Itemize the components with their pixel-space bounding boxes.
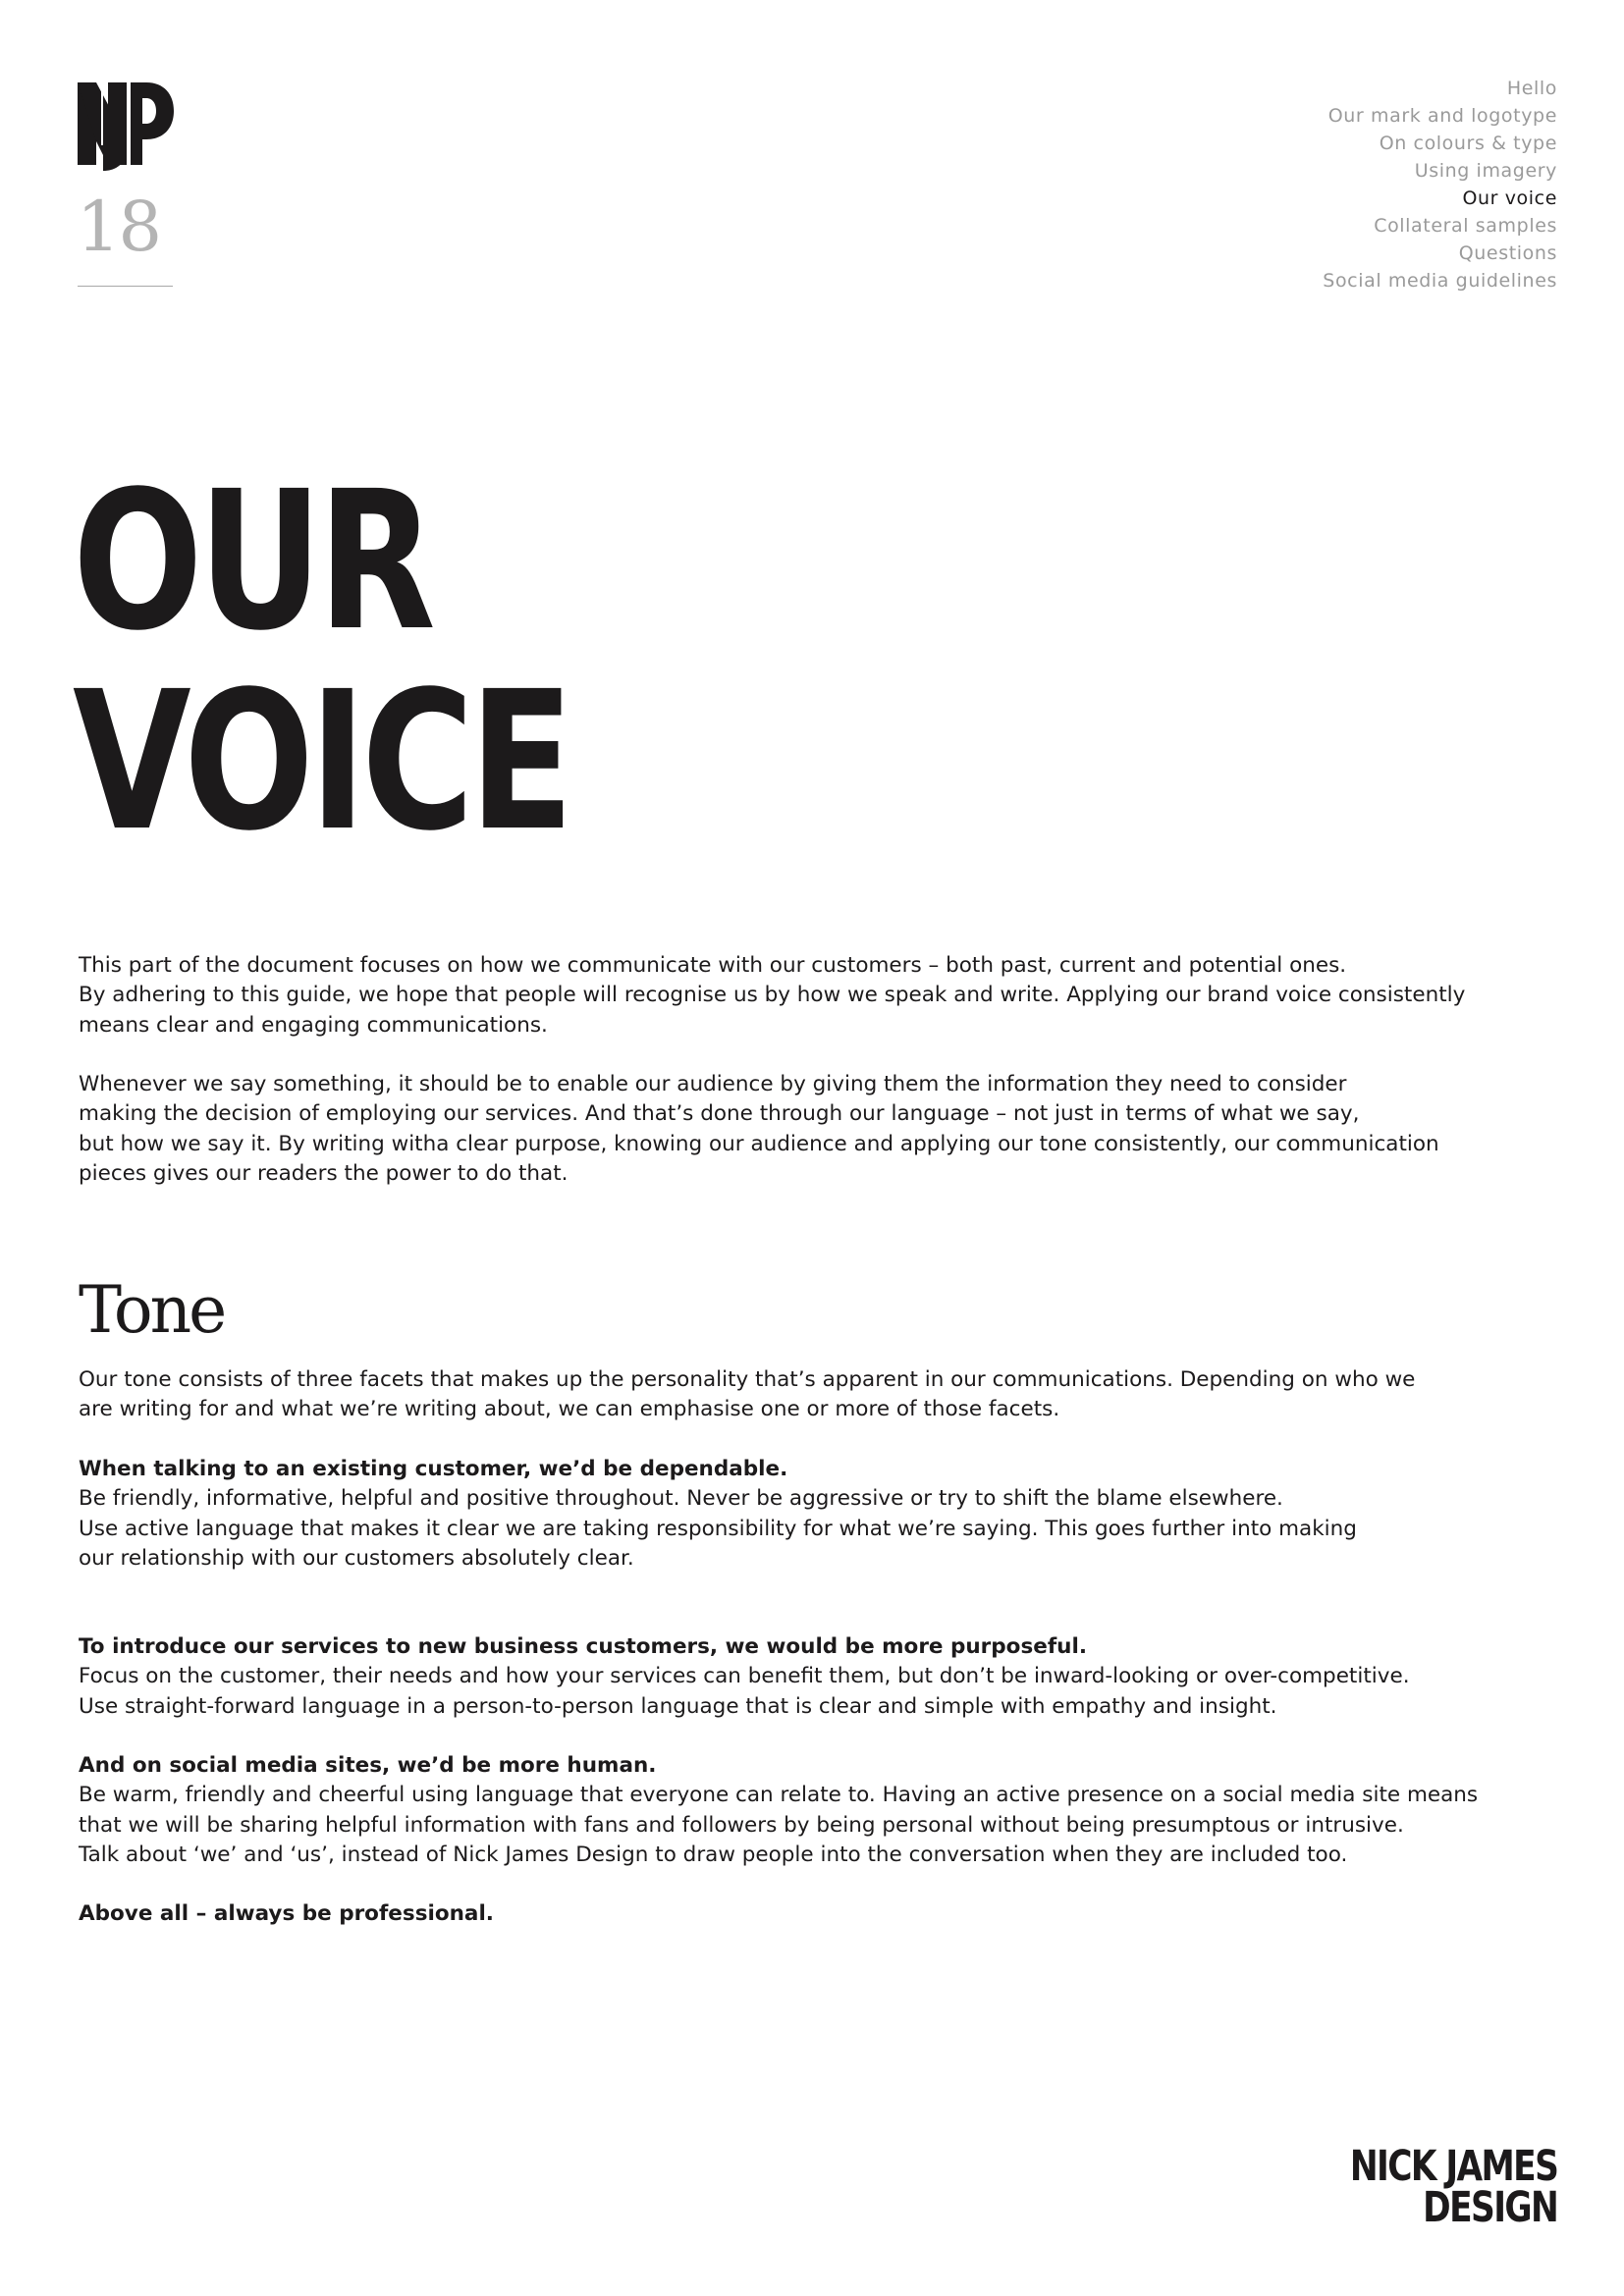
text-line: Our tone consists of three facets that makes up the personality that’s apparent in our communications. Depending on who we <box>79 1367 1416 1392</box>
nav-item-imagery[interactable]: Using imagery <box>1414 160 1557 182</box>
text-line: Whenever we say something, it should be to enable our audience by giving them the information they need to consider <box>79 1072 1347 1096</box>
page-title <box>73 450 569 873</box>
nj-logo-mark-icon <box>78 77 174 173</box>
text-line: Be friendly, informative, helpful and positive throughout. Never be aggressive or try to shift the blame elsewhere. <box>79 1486 1283 1512</box>
nav-item-mark-logotype[interactable]: Our mark and logotype <box>1327 105 1557 127</box>
text-line: Talk about ‘we’ and ‘us’, instead of Nick James Design to draw people into the conversation when they are included too. <box>79 1842 1348 1867</box>
wordmark-line-1: NICK JAMES <box>1349 2142 1557 2191</box>
tone-social-media <box>79 1751 1512 1870</box>
nick-james-design-wordmark <box>1349 2142 1557 2232</box>
tone-heading: Tone <box>79 1272 225 1348</box>
tone-facet-title: When talking to an existing customer, we’d be dependable. <box>79 1457 788 1481</box>
nav-item-social-media[interactable]: Social media guidelines <box>1323 270 1557 292</box>
tone-new-business <box>79 1632 1512 1722</box>
text-line: means clear and engaging communications. <box>79 1012 548 1038</box>
text-line: pieces gives our readers the power to do that. <box>79 1160 568 1186</box>
tone-facet-title: To introduce our services to new business customers, we would be more purposeful. <box>79 1634 1088 1659</box>
nav-item-hello[interactable]: Hello <box>1506 78 1557 99</box>
text-line: By adhering to this guide, we hope that people will recognise us by how we speak and write. Applying our brand voice consistently <box>79 983 1466 1008</box>
nav-item-collateral[interactable]: Collateral samples <box>1374 215 1557 237</box>
text-line: that we will be sharing helpful information with fans and followers by being personal without being presumptous or intrusive. <box>79 1812 1404 1838</box>
page-title-line-1: OUR <box>73 450 432 672</box>
intro-paragraph-1 <box>79 951 1512 1041</box>
nav-item-our-voice[interactable]: Our voice <box>1462 187 1557 209</box>
text-line: Be warm, friendly and cheerful using language that everyone can relate to. Having an active presence on a social media site means <box>79 1783 1479 1808</box>
text-line: This part of the document focuses on how we communicate with our customers – both past, current and potential ones. <box>79 953 1347 978</box>
text-line: Use active language that makes it clear we are taking responsibility for what we’re saying. This goes further into making <box>79 1516 1357 1541</box>
tone-closing <box>79 1899 1512 1929</box>
intro-paragraph-2 <box>79 1070 1512 1189</box>
closing-line: Above all – always be professional. <box>79 1901 494 1926</box>
page-number-rule <box>78 286 173 287</box>
tone-intro <box>79 1365 1512 1425</box>
text-line: Use straight-forward language in a person-to-person language that is clear and simple with empathy and insight. <box>79 1693 1277 1719</box>
nav-item-questions[interactable]: Questions <box>1458 242 1557 264</box>
text-line: our relationship with our customers absolutely clear. <box>79 1545 634 1571</box>
text-line: are writing for and what we’re writing about, we can emphasise one or more of those facets. <box>79 1397 1060 1422</box>
tone-facet-title: And on social media sites, we’d be more human. <box>79 1753 657 1778</box>
text-line: making the decision of employing our services. And that’s done through our language – not just in terms of what we say, <box>79 1101 1360 1127</box>
section-nav <box>1323 75 1557 294</box>
text-line: but how we say it. By writing witha clear purpose, knowing our audience and applying our tone consistently, our communication <box>79 1131 1439 1156</box>
nav-item-colours-type[interactable]: On colours & type <box>1379 133 1557 154</box>
wordmark-line-2: DESIGN <box>1422 2183 1557 2232</box>
page-title-line-2: VOICE <box>73 650 569 873</box>
tone-existing-customer <box>79 1455 1512 1574</box>
page-number: 18 <box>77 187 161 267</box>
text-line: Focus on the customer, their needs and how your services can benefit them, but don’t be inward-looking or over-competitive. <box>79 1664 1410 1689</box>
